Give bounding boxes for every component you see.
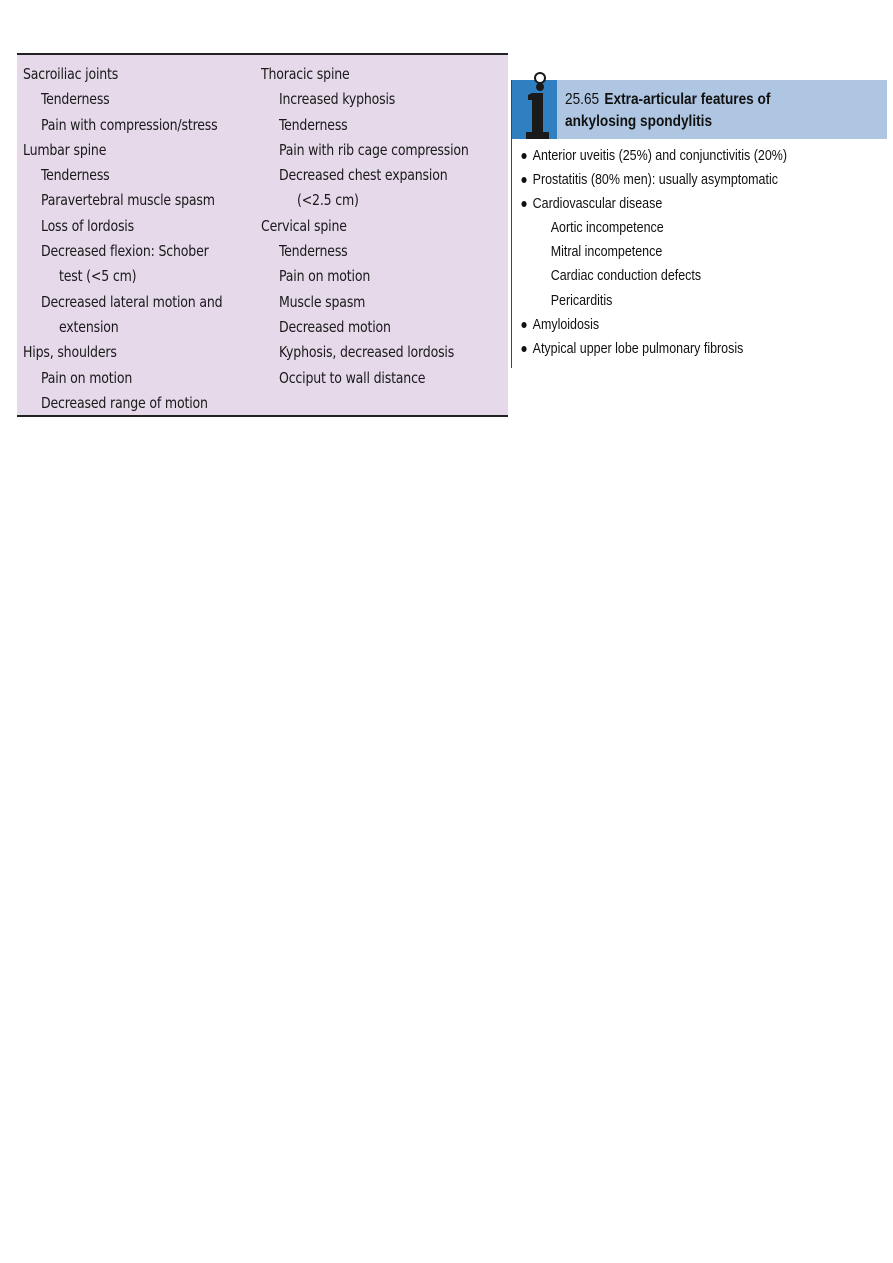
extra-articular-features-box [511,80,887,368]
list-item [512,192,835,216]
finding-item: Muscle spasm [279,292,366,311]
finding-item: Paravertebral muscle spasm [41,191,215,210]
finding-item: Loss of lordosis [41,216,134,235]
finding-item: Tenderness [41,90,110,109]
list-item-text: Cardiovascular disease [532,196,663,213]
list-item-text: Amyloidosis [532,316,600,333]
box-number: 25.65 [565,91,600,108]
list-item-text: Mitral incompetence [550,244,663,261]
bullet-icon [521,322,526,328]
finding-item: Decreased lateral motion and [41,292,223,311]
finding-item: Occiput to wall distance [279,368,426,387]
list-item [512,337,835,361]
finding-item: Decreased motion [279,317,391,336]
finding-item: Pain with compression/stress [41,115,218,134]
finding-item: Pain with rib cage compression [279,140,469,159]
list-item [512,144,835,168]
sub-list-item [512,240,835,264]
sub-list-item [512,216,835,240]
finding-item: test (<5 cm) [59,267,137,286]
finding-item: Decreased range of motion [41,393,208,412]
section-heading: Hips, shoulders [23,343,117,362]
bullet-icon [521,201,526,207]
bullet-icon [521,346,526,352]
examination-findings-table [17,53,508,417]
info-box-header [512,80,887,139]
table-column-left [23,62,245,416]
finding-item: Pain on motion [279,267,371,286]
finding-item: Decreased chest expansion [279,166,448,185]
info-icon [512,72,557,139]
list-item [512,168,835,192]
list-item-text: Aortic incompetence [550,220,664,237]
section-heading: Lumbar spine [23,140,107,159]
finding-item: (<2.5 cm) [297,191,359,210]
finding-item: Decreased flexion: Schober [41,242,209,261]
finding-item: Kyphosis, decreased lordosis [279,343,455,362]
features-list [512,144,887,361]
finding-item: extension [59,317,119,336]
table-column-right [261,62,492,391]
list-item [512,313,835,337]
section-heading: Thoracic spine [261,65,350,83]
info-box-title [565,89,770,133]
bullet-icon [521,153,526,159]
sub-list-item [512,264,835,288]
finding-item: Tenderness [279,115,348,134]
list-item-text: Pericarditis [550,292,613,309]
title-line-2: ankylosing spondylitis [565,113,713,130]
bullet-icon [521,177,526,183]
section-heading: Cervical spine [261,216,347,235]
list-item-text: Atypical upper lobe pulmonary fibrosis [532,340,744,357]
sub-list-item [512,289,835,313]
finding-item: Pain on motion [41,368,133,387]
finding-item: Increased kyphosis [279,90,396,109]
section-heading: Sacroiliac joints [23,65,119,83]
finding-item: Tenderness [279,242,348,261]
list-item-text: Anterior uveitis (25%) and conjunctivitis (20%) [532,148,787,164]
list-item-text: Prostatitis (80% men): usually asymptomatic [532,172,778,189]
finding-item: Tenderness [41,166,110,185]
list-item-text: Cardiac conduction defects [550,268,702,285]
title-line-1: Extra-articular features of [604,91,771,108]
